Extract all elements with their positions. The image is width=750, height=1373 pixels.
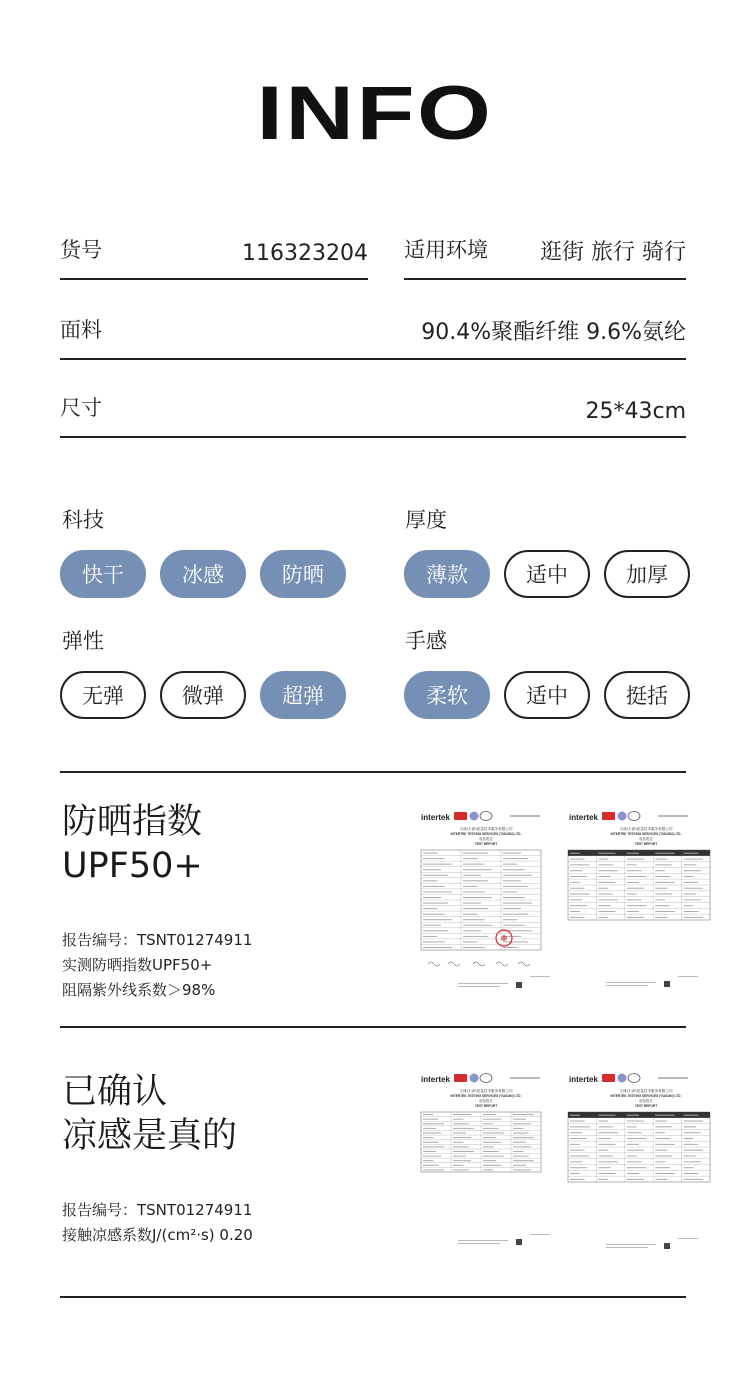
divider [60,771,686,773]
size-label: 尺寸 [60,396,102,420]
feel-option-stiff: 挺括 [604,671,690,719]
thickness-label: 厚度 [405,508,447,532]
feel-options [404,671,690,719]
elasticity-option-slight: 微弹 [160,671,246,719]
svg-text:TEST REPORT: TEST REPORT [634,1104,658,1108]
svg-text:检验报告: 检验报告 [639,837,653,841]
elasticity-options [60,671,346,719]
upf-section-title [62,800,203,888]
upf-info-line-1: 报告编号：TSNT01274911 [62,931,253,949]
upf-section-info [62,928,252,1003]
page-title: INFO [256,71,494,156]
spec-row-item-no [60,228,368,280]
upf-info-line-2: 实测防晒指数UPF50+ [62,956,213,974]
cooling-section-title [62,1070,237,1158]
cooling-section-info [62,1198,253,1248]
svg-text:检验报告: 检验报告 [479,1099,493,1103]
feel-option-medium: 适中 [504,671,590,719]
tech-option-quick-dry: 快干 [60,550,146,598]
svg-text:TEST REPORT: TEST REPORT [634,842,658,846]
thickness-option-medium: 适中 [504,550,590,598]
divider [60,1026,686,1028]
upf-title-line-2: UPF50+ [62,846,203,886]
svg-text:检验报告: 检验报告 [639,1099,653,1103]
svg-text:intertek: intertek [421,813,450,822]
tech-label: 科技 [62,508,104,532]
test-report-image [566,1068,712,1278]
test-report-image [566,806,712,1016]
svg-text:INTERTEK TESTING SERVICES (TIA: INTERTEK TESTING SERVICES (TIANJIN) LTD. [610,832,682,836]
thickness-option-thin: 薄款 [404,550,490,598]
fabric-label: 面料 [60,318,102,342]
cooling-title-line-2: 凉感是真的 [62,1116,238,1156]
svg-text:天津(天津)质量技术服务有限公司: 天津(天津)质量技术服务有限公司 [459,1089,513,1093]
spec-row-environment [404,228,686,280]
item-no-label: 货号 [60,238,102,262]
svg-text:intertek: intertek [569,1075,598,1084]
svg-text:intertek: intertek [421,1075,450,1084]
upf-title-line-1: 防晒指数 [62,802,203,842]
svg-text:天津(天津)质量技术服务有限公司: 天津(天津)质量技术服务有限公司 [619,827,673,831]
svg-text:intertek: intertek [569,813,598,822]
svg-text:INTERTEK TESTING SERVICES (TIA: INTERTEK TESTING SERVICES (TIANJIN) LTD. [450,1094,522,1098]
test-report-image [418,1068,564,1278]
size-value: 25*43cm [585,399,686,424]
svg-text:TEST REPORT: TEST REPORT [474,842,498,846]
environment-value: 逛街 旅行 骑行 [540,240,686,265]
svg-text:INTERTEK TESTING SERVICES (TIA: INTERTEK TESTING SERVICES (TIANJIN) LTD. [450,832,522,836]
tech-option-cooling: 冰感 [160,550,246,598]
elasticity-label: 弹性 [62,629,104,653]
svg-text:天津(天津)质量技术服务有限公司: 天津(天津)质量技术服务有限公司 [619,1089,673,1093]
test-report-image [418,806,564,1016]
spec-row-fabric [60,308,686,360]
svg-text:天津(天津)质量技术服务有限公司: 天津(天津)质量技术服务有限公司 [459,827,513,831]
thickness-options [404,550,690,598]
item-no-value: 116323204 [242,241,368,266]
cooling-info-line-2: 接触凉感系数J/(cm²·s) 0.20 [62,1226,253,1244]
environment-label: 适用环境 [404,238,488,262]
svg-text:TEST REPORT: TEST REPORT [474,1104,498,1108]
feel-option-soft: 柔软 [404,671,490,719]
elasticity-option-super: 超弹 [260,671,346,719]
feel-label: 手感 [405,629,447,653]
upf-info-line-3: 阻隔紫外线系数＞98% [62,981,216,999]
thickness-option-thick: 加厚 [604,550,690,598]
tech-option-sun-protection: 防晒 [260,550,346,598]
elasticity-option-none: 无弹 [60,671,146,719]
cooling-info-line-1: 报告编号：TSNT01274911 [62,1201,253,1219]
spec-row-size [60,388,686,438]
cooling-title-line-1: 已确认 [62,1072,168,1112]
tech-options [60,550,346,598]
fabric-value: 90.4%聚酯纤维 9.6%氨纶 [421,320,686,345]
divider [60,1296,686,1298]
svg-text:检验报告: 检验报告 [479,837,493,841]
svg-text:INTERTEK TESTING SERVICES (TIA: INTERTEK TESTING SERVICES (TIANJIN) LTD. [610,1094,682,1098]
